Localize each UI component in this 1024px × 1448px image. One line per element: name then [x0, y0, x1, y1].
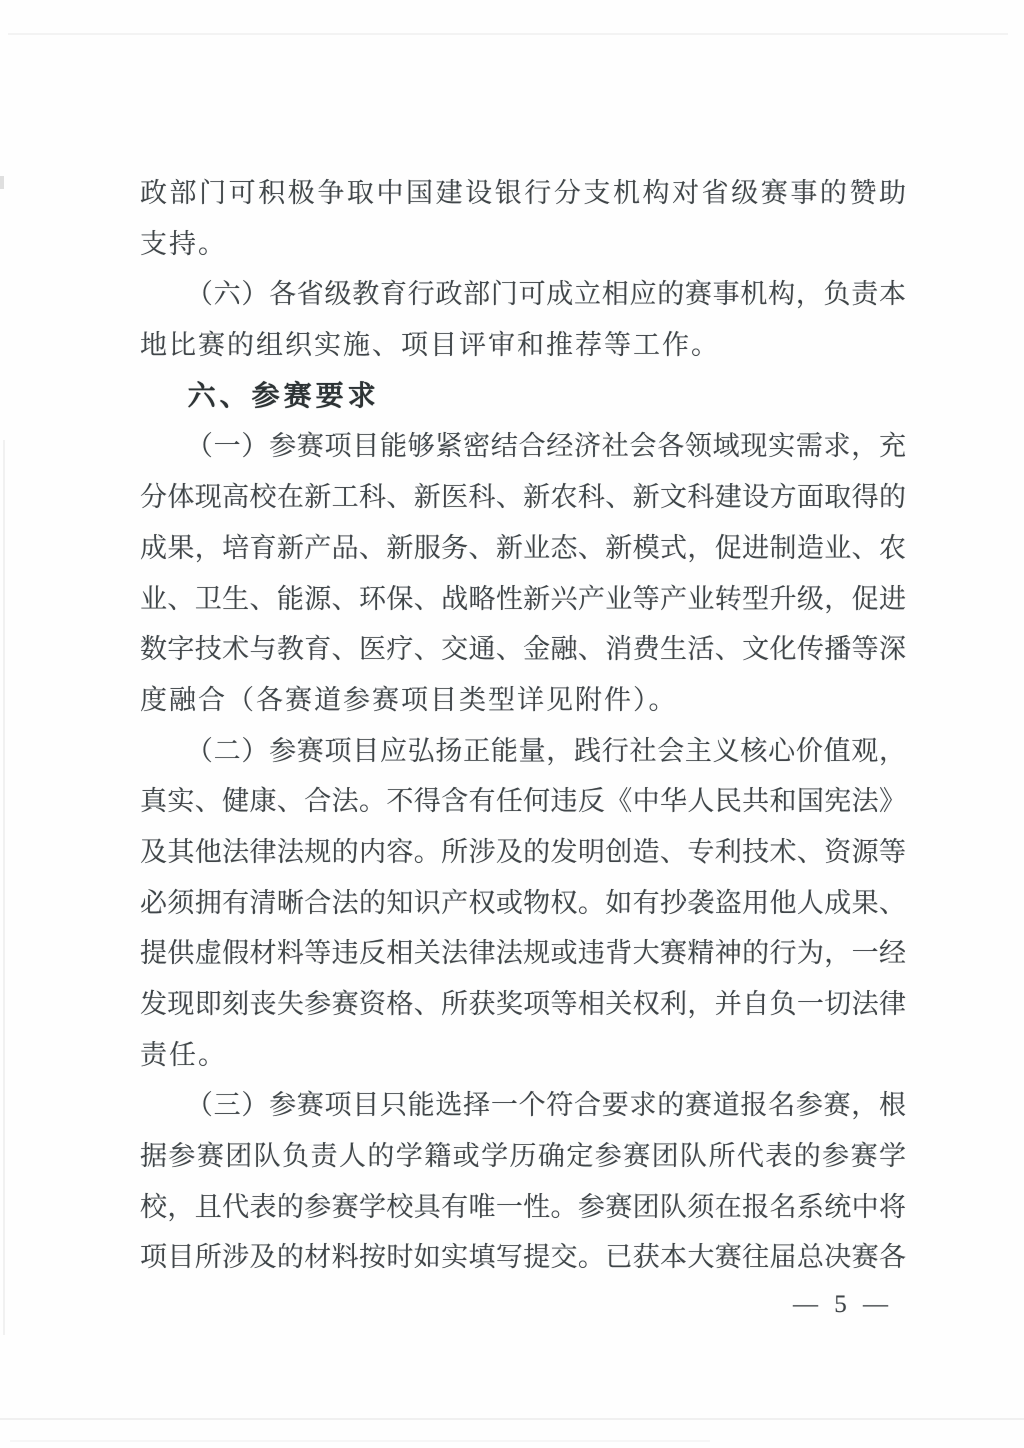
scan-artifact — [0, 1418, 1024, 1420]
document-line: 成果，培育新产品、新服务、新业态、新模式，促进制造业、农 — [140, 532, 906, 563]
document-line: 据参赛团队负责人的学籍或学历确定参赛团队所代表的参赛学 — [140, 1141, 906, 1172]
document-line: 分体现高校在新工科、新医科、新农科、新文科建设方面取得的 — [140, 482, 906, 513]
document-line: 支持。 — [140, 228, 227, 259]
scan-artifact — [10, 1440, 710, 1442]
document-line: 及其他法律法规的内容。所涉及的发明创造、专利技术、资源等 — [140, 836, 906, 867]
document-line: （二）参赛项目应弘扬正能量，践行社会主义核心价值观， — [185, 735, 906, 766]
document-line: 必须拥有清晰合法的知识产权或物权。如有抄袭盗用他人成果、 — [140, 887, 906, 918]
scan-artifact — [8, 33, 1008, 35]
document-line: 真实、健康、合法。不得含有任何违反《中华人民共和国宪法》 — [140, 786, 906, 817]
section-heading: 六、参赛要求 — [187, 379, 380, 411]
document-line: 地比赛的组织实施、项目评审和推荐等工作。 — [140, 330, 720, 361]
document-line: 政部门可积极争取中国建设银行分支机构对省级赛事的赞助 — [140, 178, 906, 208]
document-line: 业、卫生、能源、环保、战略性新兴产业等产业转型升级，促进 — [140, 583, 906, 614]
page-number: — 5 — — [793, 1291, 893, 1318]
document-body — [140, 168, 906, 1283]
document-line: 发现即刻丧失参赛资格、所获奖项等相关权利，并自负一切法律 — [140, 989, 906, 1019]
scan-artifact — [3, 440, 5, 1335]
document-line: 提供虚假材料等违反相关法律法规或违背大赛精神的行为，一经 — [140, 938, 906, 969]
scan-artifact — [0, 176, 4, 189]
document-line: 校，且代表的参赛学校具有唯一性。参赛团队须在报名系统中将 — [140, 1191, 906, 1222]
document-line: 数字技术与教育、医疗、交通、金融、消费生活、文化传播等深 — [140, 634, 906, 665]
document-line: 责任。 — [140, 1039, 227, 1070]
document-line: 度融合（各赛道参赛项目类型详见附件）。 — [140, 684, 678, 715]
document-line: （三）参赛项目只能选择一个符合要求的赛道报名参赛，根 — [185, 1090, 906, 1121]
document-line: （一）参赛项目能够紧密结合经济社会各领域现实需求，充 — [185, 431, 906, 462]
document-line: 项目所涉及的材料按时如实填写提交。已获本大赛往届总决赛各 — [140, 1242, 906, 1273]
document-line: （六）各省级教育行政部门可成立相应的赛事机构，负责本 — [185, 279, 906, 310]
